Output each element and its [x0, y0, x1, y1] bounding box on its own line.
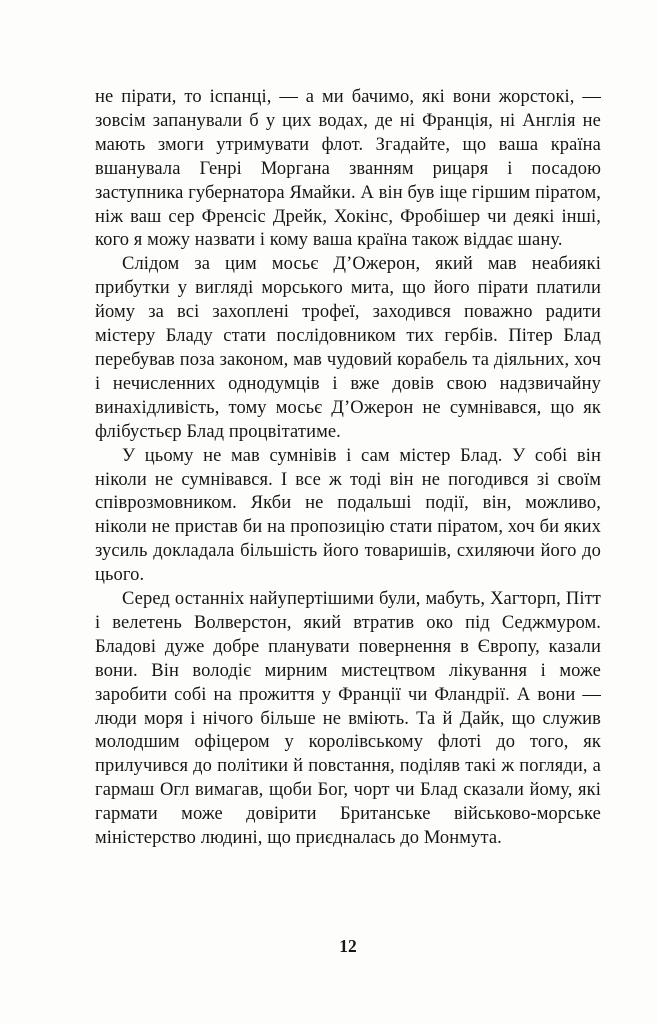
page-text: [95, 86, 601, 851]
paragraph-2: Слідом за цим мосьє Д’Ожерон, який мав неабиякі прибутки у вигляді морського мита, що його пірати платили йому за всі захоплені трофеї, заходився поважно радити містеру Бладу стати послідовником тих гербів. Пітер Блад перебував поза законом, мав чудовий корабель та діяльних, хоч і нечисленних однодумців і вже довів свою надзвичайну винахідливість, тому мосьє Д’Ожерон не сумнівався, що як флібустьєр Блад процвітатиме.: [95, 254, 601, 442]
paragraph-3: У цьому не мав сумнівів і сам містер Блад. У собі він ніколи не сумнівався. І все ж тоді він не погодився зі своїм співрозмовником. Якби не подальші події, він, можливо, ніколи не пристав би на пропозицію стати піратом, хоч би яких зусиль докладала більшість його товаришів, схиляючи його до цього.: [95, 445, 601, 586]
page-number: 12: [339, 936, 357, 956]
paragraph-1: не пірати, то іспанці, — а ми бачимо, які вони жорстокі, — зовсім запанували б у цих водах, де ні Франція, ні Англія не мають змоги утримувати флот. Згадайте, що ваша країна вшанувала Генрі Моргана званням рицаря і посадою заступника губернатора Ямайки. А він був іще гіршим піратом, ніж ваш сер Френсіс Дрейк, Хокінс, Фробішер чи деякі інші, кого я можу назвати і кому ваша країна також віддає шану.: [95, 87, 601, 251]
paragraph-4: Серед останніх найупертішими були, мабуть, Хагторп, Пітт і велетень Волверстон, який втратив око під Седжмуром. Бладові дуже добре планувати повернення в Європу, казали вони. Він володіє мирним мистецтвом лікування і може заробити собі на прожиття у Франції чи Фландрії. А вони — люди моря і нічого більше не вміють. Та й Дайк, що служив молодшим офіцером у королівському флоті до того, як прилучився до політики й повстання, поділяв такі ж погляди, а гармаш Огл вимагав, щоби Бог, чорт чи Блад сказали йому, які гармати може довірити Британське військово-морське міністерство людині, що приєдналась до Монмута.: [95, 589, 601, 849]
